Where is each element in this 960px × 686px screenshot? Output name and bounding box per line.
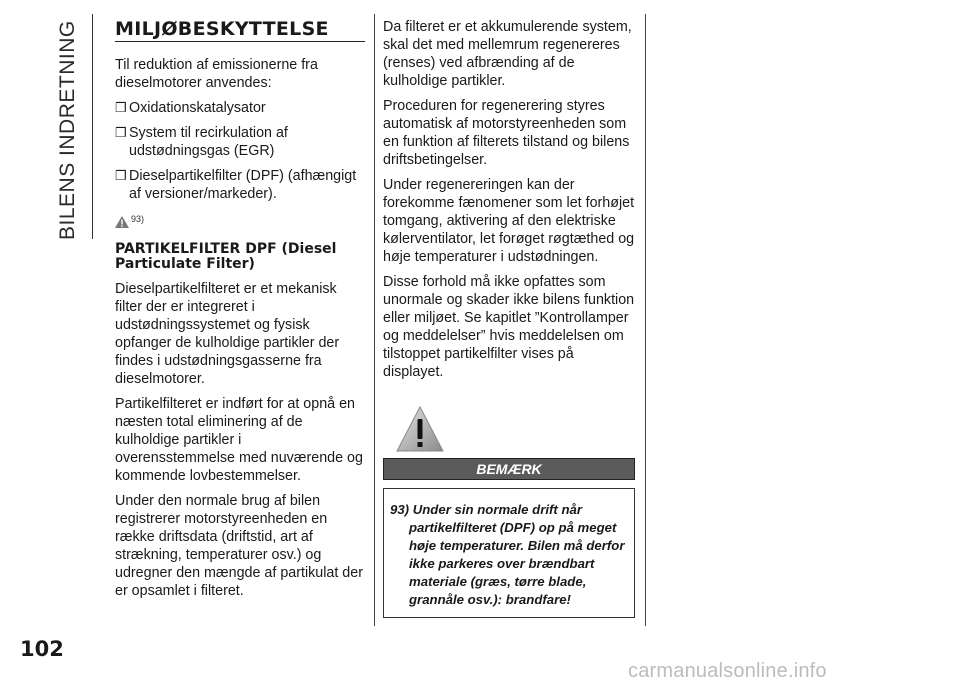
- list-item: [115, 167, 365, 203]
- warning-panel: [383, 405, 635, 618]
- checkbox-bullet-icon: ❒: [115, 168, 127, 183]
- body-paragraph: Da filteret er et akkumulerende system, skal det med mellemrum regenereres (renses) ved afbrænding af de kulholdige partikler.: [383, 19, 632, 89]
- watermark: carmanualsonline.info: [628, 660, 827, 682]
- warning-triangle-icon: [395, 405, 445, 453]
- list-item: [115, 99, 365, 117]
- left-column: [115, 18, 365, 607]
- body-paragraph: Disse forhold må ikke opfattes som unormale og skader ikke bilens funktion eller miljøet. Se kapitlet ”Kontrollamper og meddelelser” hvis meddelelsen om tilstoppet partikelfilter vises på displayet.: [383, 274, 635, 380]
- right-column: [383, 18, 635, 388]
- warning-triangle-icon: [115, 216, 129, 228]
- warning-note-box: [383, 488, 635, 618]
- list-item-text: System til recirkulation af udstødningsgas (EGR): [129, 125, 288, 159]
- body-paragraph: Under den normale brug af bilen registrerer motorstyreenheden en række driftsdata (driftstid, art af strækning, temperaturer osv.) og udregner den mængde af partikulat der er opsamlet i filteret.: [115, 493, 363, 599]
- body-paragraph: Under regenereringen kan der forekomme fænomener som let forhøjet tomgang, aktivering af den elektriske kølerventilator, let forøget røgtæthed og høje temperaturer i udstødningen.: [383, 177, 635, 265]
- list-item-text: Oxidationskatalysator: [129, 100, 266, 116]
- list-item: [115, 124, 365, 160]
- checkbox-bullet-icon: ❒: [115, 125, 127, 140]
- column-divider-left: [374, 14, 375, 626]
- warning-note-text: 93) Under sin normale drift når partikelfilteret (DPF) op på meget høje temperaturer. Bilen må derfor ikke parkeres over brændbart materiale (græs, tørre blade, grannåle osv.): brandfare!: [390, 502, 625, 607]
- list-item-text: Dieselpartikelfilter (DPF) (afhængigt af versioner/markeder).: [129, 168, 357, 202]
- chapter-title: BILENS INDRETNING: [56, 20, 79, 240]
- warning-reference[interactable]: [115, 210, 365, 228]
- warning-reference-number: 93): [131, 214, 145, 224]
- chapter-divider: [92, 14, 93, 239]
- subsection-heading: PARTIKELFILTER DPF (Diesel Particulate Filter): [115, 241, 337, 272]
- body-paragraph: Partikelfilteret er indført for at opnå en næsten total eliminering af de kulholdige partikler i overensstemmelse med nuværende og kommende lovbestemmelser.: [115, 396, 363, 484]
- page-number: 102: [20, 637, 64, 661]
- section-heading: MILJØBESKYTTELSE: [115, 20, 365, 42]
- intro-paragraph: Til reduktion af emissionerne fra dieselmotorer anvendes:: [115, 57, 318, 91]
- warning-title-bar: BEMÆRK: [383, 458, 635, 480]
- column-divider-right: [645, 14, 646, 626]
- checkbox-bullet-icon: ❒: [115, 100, 127, 115]
- body-paragraph: Proceduren for regenerering styres automatisk af motorstyreenheden som en funktion af filterets tilstand og bilens driftsbetingelser.: [383, 98, 630, 168]
- body-paragraph: Dieselpartikelfilteret er et mekanisk filter der er integreret i udstødningssystemet og fysisk opfanger de kulholdige partikler der findes i udstødningsgasserne fra dieselmotorer.: [115, 281, 340, 387]
